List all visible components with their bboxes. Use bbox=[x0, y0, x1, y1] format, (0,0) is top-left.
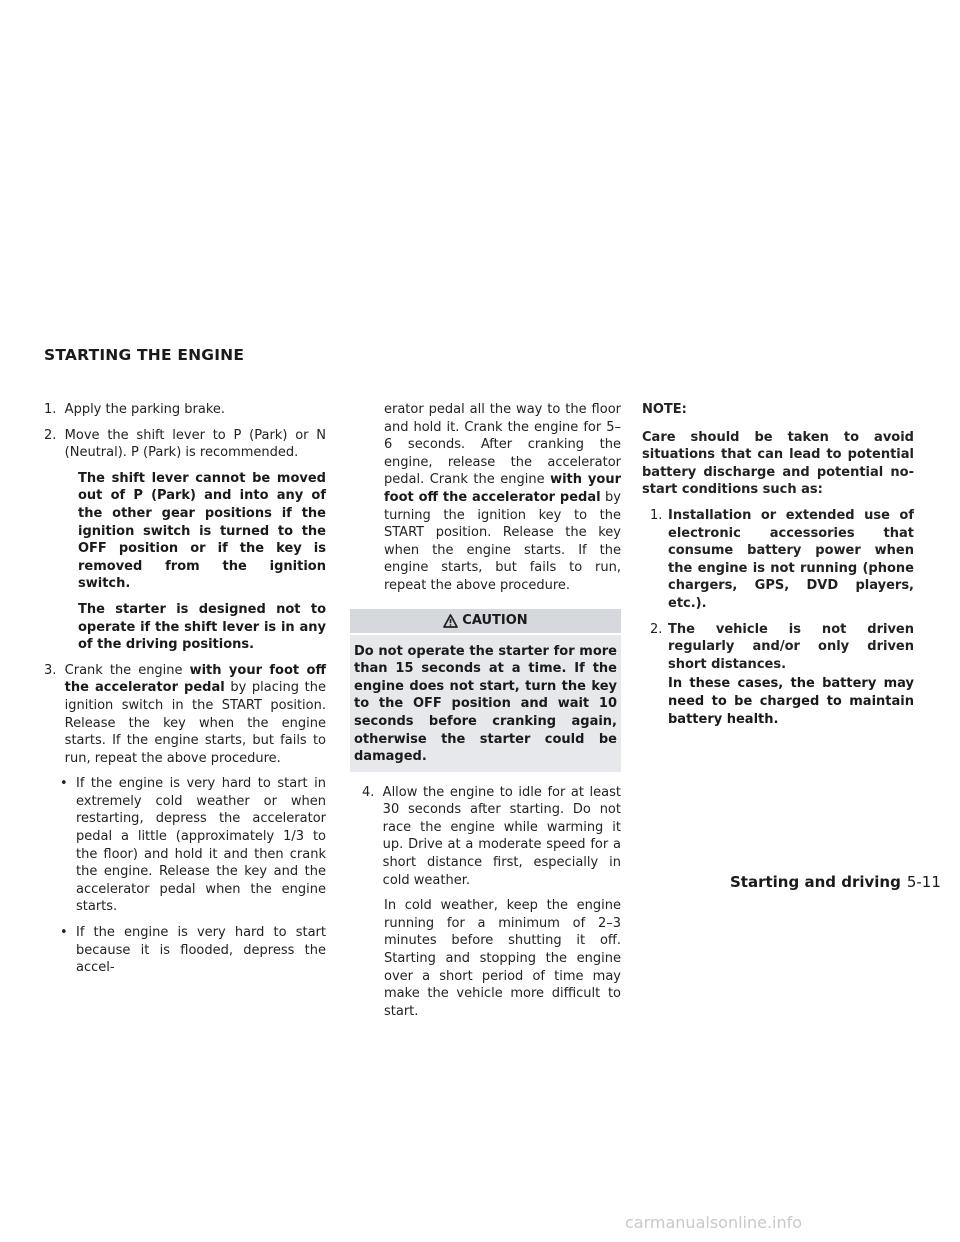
note-item-2-text: The vehicle is not driven regularly and/or only driven short distances. bbox=[668, 621, 914, 672]
bullet-cold-weather bbox=[44, 775, 326, 916]
page-footer bbox=[730, 874, 941, 892]
note-item-2-number: 2. bbox=[650, 621, 663, 637]
step-4-text: Allow the engine to idle for at least 30 seconds after starting. Do not race the engine while warming it up. Drive at a moderate speed for a short distance first, especially in cold weather. bbox=[382, 784, 621, 888]
bullet-flooded bbox=[44, 924, 326, 977]
step-4-number: 4. bbox=[362, 784, 375, 800]
section-title: STARTING THE ENGINE bbox=[44, 346, 245, 364]
flooded-continuation: erator pedal all the way to the floor and hold it. Crank the engine for 5–6 seconds. After cranking the engine, release the accelerator pedal. Crank the engine with your foot off the accelerator pedal by turning the ignition key to the START position. Release the key when the engine starts. If the engine starts, but fails to run, repeat the above procedure. bbox=[384, 402, 622, 593]
step-2-text: Move the shift lever to P (Park) or N (Neutral). P (Park) is recommended. bbox=[64, 427, 326, 461]
column-2 bbox=[350, 401, 621, 1028]
caution-label: CAUTION bbox=[462, 612, 528, 628]
note-intro: Care should be taken to avoid situations that can lead to potential battery discharge and potential no-start conditions such as: bbox=[642, 429, 914, 498]
shift-lever-warning: The shift lever cannot be moved out of P (Park) and into any of the other gear positions if the ignition switch is turned to the OFF position or if the key is removed from the ignition switch. bbox=[78, 470, 326, 592]
step-2-number: 2. bbox=[44, 427, 57, 443]
page-number: 5-11 bbox=[906, 873, 941, 891]
step-1-text: Apply the parking brake. bbox=[64, 402, 226, 417]
note-label: NOTE: bbox=[642, 402, 687, 417]
watermark: carmanualsonline.info bbox=[625, 1213, 803, 1232]
note-item-2 bbox=[642, 621, 914, 674]
column-1 bbox=[44, 401, 326, 985]
step-4 bbox=[350, 784, 621, 890]
note-item-1 bbox=[642, 507, 914, 613]
step-1 bbox=[44, 401, 326, 419]
note-item-1-text: Installation or extended use of electronic accessories that consume battery power when the engine is not running (phone chargers, GPS, DVD players, etc.). bbox=[668, 507, 914, 611]
step-3-text: Crank the engine with your foot off the accelerator pedal by placing the ignition switch in the START position. Release the key when the engine starts. If the engine starts, but fails to run, repeat the above procedure. bbox=[64, 662, 326, 766]
column-3 bbox=[642, 401, 914, 728]
warning-icon bbox=[443, 614, 458, 628]
caution-header bbox=[350, 609, 621, 633]
caution-text: Do not operate the starter for more than 15 seconds at a time. If the engine does not start, turn the key to the OFF position and wait 10 seconds before cranking again, otherwise the starter could be damaged. bbox=[350, 635, 621, 772]
step-3-emphasis: with your foot off the accelerator pedal bbox=[64, 662, 326, 696]
note-item-2-paragraph: In these cases, the battery may need to be charged to maintain battery health. bbox=[668, 676, 914, 727]
bullet-marker: • bbox=[60, 925, 68, 941]
note-item-1-number: 1. bbox=[650, 507, 663, 523]
step-1-number: 1. bbox=[44, 402, 57, 417]
step-3 bbox=[44, 662, 326, 768]
bullet-flooded-text: If the engine is very hard to start because it is flooded, depress the accel- bbox=[76, 925, 326, 976]
starter-warning: The starter is designed not to operate if the shift lever is in any of the driving positions. bbox=[78, 601, 326, 653]
footer-section-name: Starting and driving bbox=[730, 873, 901, 891]
step-2 bbox=[44, 427, 326, 462]
step-3-number: 3. bbox=[44, 662, 57, 678]
continuation-emphasis: with your foot off the accelerator pedal bbox=[384, 472, 621, 505]
bullet-marker: • bbox=[60, 776, 68, 792]
cold-weather-paragraph: In cold weather, keep the engine running for a minimum of 2–3 minutes before shutting it off. Starting and stopping the engine over a short period of time may make the vehicle more difficult to start. bbox=[384, 898, 621, 1019]
bullet-cold-weather-text: If the engine is very hard to start in extremely cold weather or when restarting, depress the accelerator pedal a little (approximately 1/3 to the floor) and hold it and then crank the engine. Release the key and the accelerator pedal when the engine starts. bbox=[76, 776, 326, 915]
